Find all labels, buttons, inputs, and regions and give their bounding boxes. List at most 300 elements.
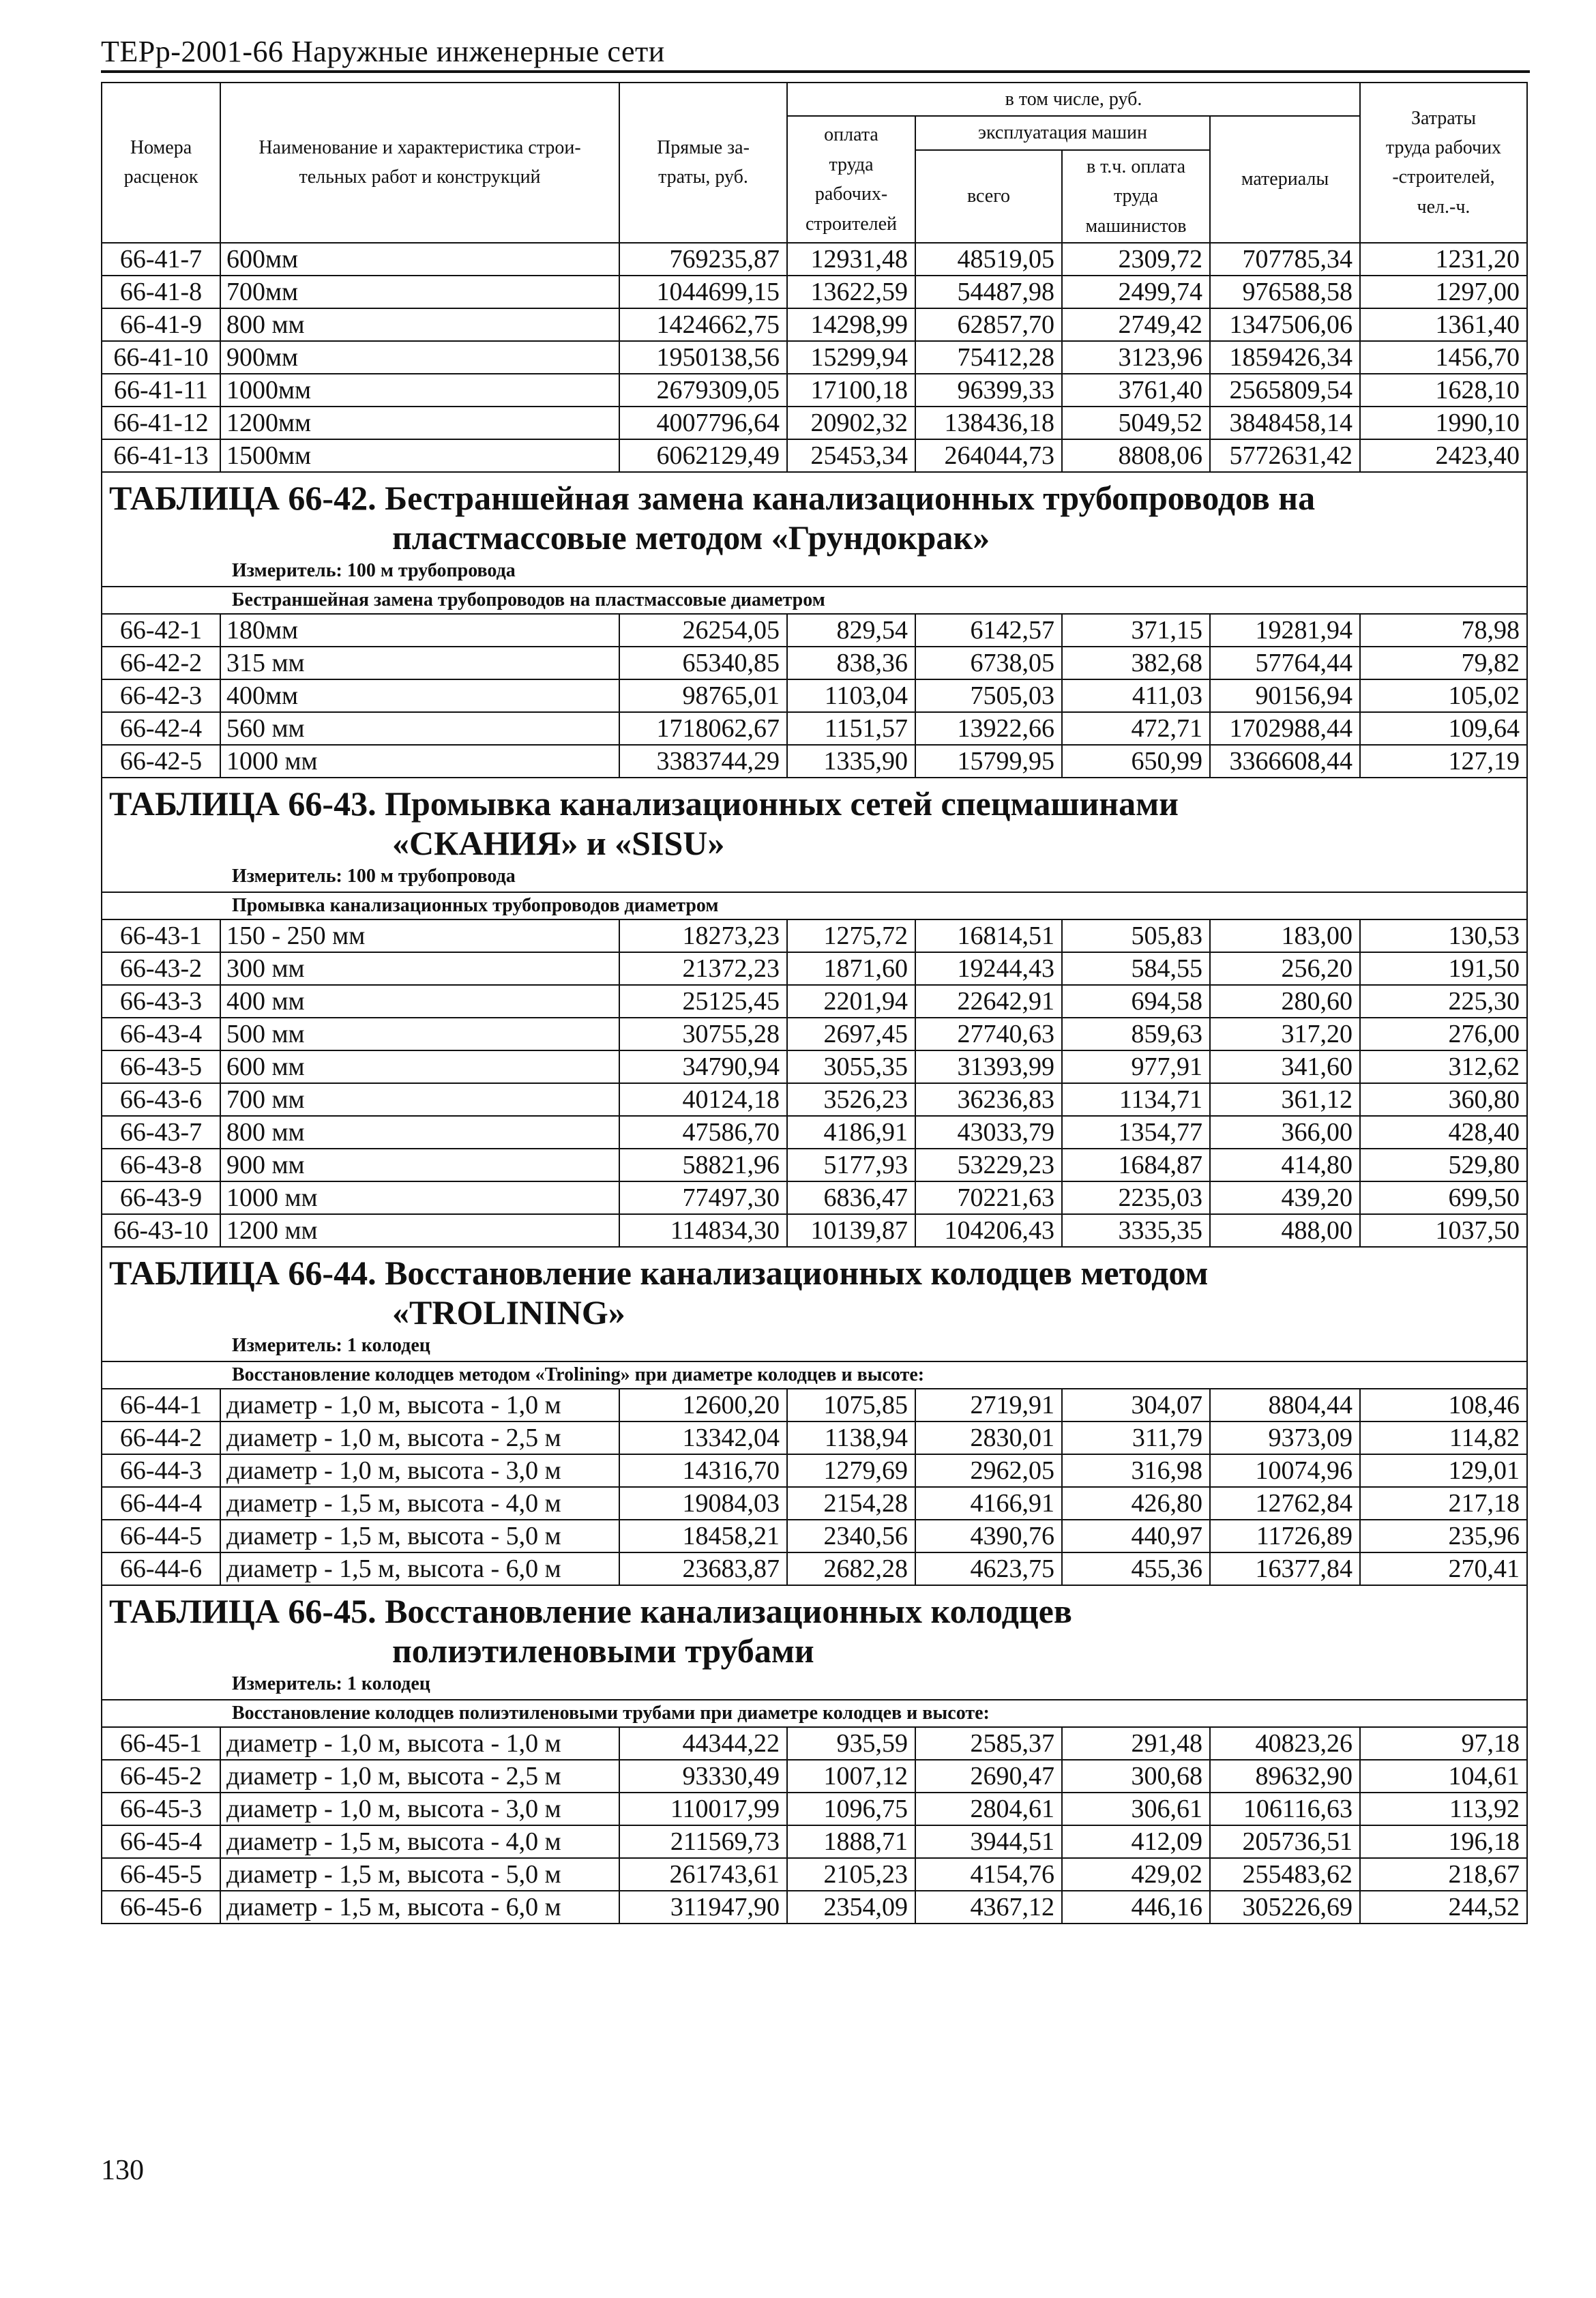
cell-materials: 19281,94 [1210,614,1360,647]
cell-labor-pay: 1103,04 [787,679,915,712]
cell-labor-pay: 12931,48 [787,243,915,276]
cell-machines-total: 54487,98 [915,276,1062,308]
cell-materials: 106116,63 [1210,1793,1360,1825]
table-title [109,784,1520,863]
cell-direct-costs: 6062129,49 [619,439,787,472]
cell-code: 66-41-7 [102,243,220,276]
cell-direct-costs: 93330,49 [619,1760,787,1793]
cell-machinists-pay: 2309,72 [1062,243,1210,276]
cell-labor-cost: 114,82 [1360,1421,1527,1454]
cell-machinists-pay: 300,68 [1062,1760,1210,1793]
cell-machines-total: 138436,18 [915,407,1062,439]
cell-labor-cost: 104,61 [1360,1760,1527,1793]
cell-machinists-pay: 440,97 [1062,1520,1210,1552]
cell-code: 66-43-10 [102,1214,220,1247]
cell-materials: 12762,84 [1210,1487,1360,1520]
cell-name: диаметр - 1,5 м, высота - 5,0 м [220,1858,619,1891]
table-row [102,1793,1527,1825]
cell-machines-total: 2585,37 [915,1727,1062,1760]
cell-machinists-pay: 1134,71 [1062,1083,1210,1116]
cell-materials: 1347506,06 [1210,308,1360,341]
cell-code: 66-45-6 [102,1891,220,1924]
cell-name: диаметр - 1,5 м, высота - 6,0 м [220,1891,619,1924]
table-title-line: «СКАНИЯ» и «SISU» [392,823,725,862]
cell-direct-costs: 2679309,05 [619,374,787,407]
cell-machinists-pay: 411,03 [1062,679,1210,712]
header-rule [101,70,1530,73]
cell-labor-cost: 699,50 [1360,1181,1527,1214]
table-row [102,243,1527,276]
cell-labor-pay: 829,54 [787,614,915,647]
cell-direct-costs: 26254,05 [619,614,787,647]
cell-labor-pay: 1871,60 [787,952,915,985]
group-subheader: Восстановление колодцев полиэтиленовыми трубами при диаметре колодцев и высоте: [102,1700,1527,1727]
cell-materials: 5772631,42 [1210,439,1360,472]
cell-labor-cost: 270,41 [1360,1552,1527,1585]
cell-name: 600 мм [220,1050,619,1083]
cell-name: диаметр - 1,5 м, высота - 4,0 м [220,1487,619,1520]
cell-name: диаметр - 1,0 м, высота - 2,5 м [220,1421,619,1454]
header-labor-pay: оплата труда рабочих- строителей [787,116,915,243]
cell-code: 66-43-2 [102,952,220,985]
cell-labor-cost: 276,00 [1360,1018,1527,1050]
cell-labor-cost: 235,96 [1360,1520,1527,1552]
cell-labor-pay: 3526,23 [787,1083,915,1116]
table-title-line: ТАБЛИЦА 66-44. Восстановление канализационных колодцев методом [109,1253,1209,1292]
cell-machinists-pay: 429,02 [1062,1858,1210,1891]
cell-materials: 707785,34 [1210,243,1360,276]
cell-direct-costs: 30755,28 [619,1018,787,1050]
cell-machines-total: 13922,66 [915,712,1062,745]
cell-machinists-pay: 371,15 [1062,614,1210,647]
table-row [102,1552,1527,1585]
table-row [102,985,1527,1018]
cell-machinists-pay: 472,71 [1062,712,1210,745]
cell-labor-cost: 360,80 [1360,1083,1527,1116]
cell-labor-pay: 3055,35 [787,1050,915,1083]
cell-labor-cost: 1297,00 [1360,276,1527,308]
header-code: Номера расценок [102,83,220,243]
cell-labor-pay: 1007,12 [787,1760,915,1793]
cell-machines-total: 104206,43 [915,1214,1062,1247]
cell-machinists-pay: 382,68 [1062,647,1210,679]
cell-labor-cost: 217,18 [1360,1487,1527,1520]
cell-machinists-pay: 3123,96 [1062,341,1210,374]
cell-machines-total: 4154,76 [915,1858,1062,1891]
table-row [102,1891,1527,1924]
cell-direct-costs: 13342,04 [619,1421,787,1454]
cell-labor-pay: 4186,91 [787,1116,915,1149]
cell-direct-costs: 1950138,56 [619,341,787,374]
cell-direct-costs: 23683,87 [619,1552,787,1585]
cell-machines-total: 70221,63 [915,1181,1062,1214]
cell-machinists-pay: 3761,40 [1062,374,1210,407]
cell-materials: 11726,89 [1210,1520,1360,1552]
cell-machinists-pay: 2499,74 [1062,276,1210,308]
cell-labor-cost: 244,52 [1360,1891,1527,1924]
cell-labor-pay: 1151,57 [787,712,915,745]
cell-name: 700 мм [220,1083,619,1116]
cell-code: 66-44-5 [102,1520,220,1552]
cell-labor-pay: 15299,94 [787,341,915,374]
cell-labor-pay: 2105,23 [787,1858,915,1891]
cell-name: диаметр - 1,0 м, высота - 3,0 м [220,1454,619,1487]
cell-labor-pay: 25453,34 [787,439,915,472]
cell-code: 66-45-3 [102,1793,220,1825]
cell-materials: 361,12 [1210,1083,1360,1116]
cell-materials: 1702988,44 [1210,712,1360,745]
cell-labor-pay: 1138,94 [787,1421,915,1454]
cell-materials: 40823,26 [1210,1727,1360,1760]
cell-labor-pay: 2682,28 [787,1552,915,1585]
cell-direct-costs: 19084,03 [619,1487,787,1520]
cell-machinists-pay: 306,61 [1062,1793,1210,1825]
measure-unit: Измеритель: 100 м трубопровода [232,559,516,581]
table-title-line: ТАБЛИЦА 66-42. Бестраншейная замена канализационных трубопроводов на [109,478,1316,517]
cell-labor-cost: 529,80 [1360,1149,1527,1181]
table-row [102,745,1527,778]
cell-direct-costs: 14316,70 [619,1454,787,1487]
measure-unit: Измеритель: 1 колодец [232,1334,430,1356]
cell-machines-total: 264044,73 [915,439,1062,472]
cell-direct-costs: 47586,70 [619,1116,787,1149]
cell-materials: 439,20 [1210,1181,1360,1214]
cell-labor-cost: 79,82 [1360,647,1527,679]
cell-labor-pay: 1075,85 [787,1389,915,1421]
table-title-line: пластмассовые методом «Грундокрак» [392,518,990,557]
cell-machines-total: 62857,70 [915,308,1062,341]
cell-direct-costs: 114834,30 [619,1214,787,1247]
cell-labor-cost: 108,46 [1360,1389,1527,1421]
cell-name: 1200мм [220,407,619,439]
cell-machinists-pay: 650,99 [1062,745,1210,778]
cell-machines-total: 16814,51 [915,919,1062,952]
cell-machines-total: 7505,03 [915,679,1062,712]
cell-labor-cost: 1628,10 [1360,374,1527,407]
table-row [102,1727,1527,1760]
cell-machines-total: 2804,61 [915,1793,1062,1825]
cell-name: диаметр - 1,5 м, высота - 4,0 м [220,1825,619,1858]
cell-labor-pay: 13622,59 [787,276,915,308]
cell-materials: 976588,58 [1210,276,1360,308]
cell-direct-costs: 769235,87 [619,243,787,276]
cell-direct-costs: 40124,18 [619,1083,787,1116]
header-machines-total: всего [915,150,1062,243]
table-row [102,1083,1527,1116]
cell-name: 1500мм [220,439,619,472]
header-direct-costs: Прямые за- траты, руб. [619,83,787,243]
cell-labor-pay: 2697,45 [787,1018,915,1050]
cell-code: 66-44-3 [102,1454,220,1487]
cell-name: 700мм [220,276,619,308]
cell-machines-total: 4623,75 [915,1552,1062,1585]
cell-labor-pay: 2340,56 [787,1520,915,1552]
cell-labor-cost: 109,64 [1360,712,1527,745]
cell-labor-pay: 10139,87 [787,1214,915,1247]
cell-labor-cost: 129,01 [1360,1454,1527,1487]
cell-machinists-pay: 316,98 [1062,1454,1210,1487]
cell-machinists-pay: 311,79 [1062,1421,1210,1454]
table-row [102,1214,1527,1247]
cell-machinists-pay: 1684,87 [1062,1149,1210,1181]
cell-materials: 57764,44 [1210,647,1360,679]
table-row [102,1149,1527,1181]
table-row [102,919,1527,952]
cell-name: 1000 мм [220,1181,619,1214]
cell-labor-cost: 225,30 [1360,985,1527,1018]
section-heading [102,1247,1527,1361]
cell-code: 66-44-1 [102,1389,220,1421]
table-row [102,1018,1527,1050]
table-row [102,1858,1527,1891]
table-row [102,439,1527,472]
cell-direct-costs: 110017,99 [619,1793,787,1825]
cell-code: 66-43-7 [102,1116,220,1149]
cell-materials: 16377,84 [1210,1552,1360,1585]
group-subheader: Промывка канализационных трубопроводов диаметром [102,892,1527,919]
cell-labor-pay: 838,36 [787,647,915,679]
section-heading [102,1585,1527,1700]
cell-direct-costs: 18458,21 [619,1520,787,1552]
cell-machines-total: 4390,76 [915,1520,1062,1552]
cell-direct-costs: 3383744,29 [619,745,787,778]
cell-labor-cost: 2423,40 [1360,439,1527,472]
cell-code: 66-45-4 [102,1825,220,1858]
cell-name: диаметр - 1,0 м, высота - 1,0 м [220,1727,619,1760]
cell-labor-cost: 191,50 [1360,952,1527,985]
cell-name: 315 мм [220,647,619,679]
cell-direct-costs: 4007796,64 [619,407,787,439]
table-row [102,1760,1527,1793]
cell-direct-costs: 77497,30 [619,1181,787,1214]
header-machines: эксплуатация машин [915,116,1210,149]
cell-machinists-pay: 1354,77 [1062,1116,1210,1149]
cell-direct-costs: 261743,61 [619,1858,787,1891]
cell-labor-cost: 127,19 [1360,745,1527,778]
cell-direct-costs: 98765,01 [619,679,787,712]
cell-direct-costs: 1718062,67 [619,712,787,745]
cell-name: 150 - 250 мм [220,919,619,952]
cell-machines-total: 43033,79 [915,1116,1062,1149]
cell-code: 66-43-8 [102,1149,220,1181]
cell-name: диаметр - 1,5 м, высота - 5,0 м [220,1520,619,1552]
cell-labor-cost: 196,18 [1360,1825,1527,1858]
cell-machinists-pay: 426,80 [1062,1487,1210,1520]
cell-direct-costs: 211569,73 [619,1825,787,1858]
cell-machinists-pay: 3335,35 [1062,1214,1210,1247]
cell-machinists-pay: 859,63 [1062,1018,1210,1050]
cell-materials: 205736,51 [1210,1825,1360,1858]
table-row [102,276,1527,308]
table-title-line: ТАБЛИЦА 66-45. Восстановление канализационных колодцев [109,1591,1072,1630]
table-title [109,478,1520,557]
cell-labor-cost: 105,02 [1360,679,1527,712]
cell-labor-pay: 2154,28 [787,1487,915,1520]
cell-direct-costs: 1424662,75 [619,308,787,341]
cell-name: 900мм [220,341,619,374]
cell-labor-pay: 6836,47 [787,1181,915,1214]
cell-machines-total: 53229,23 [915,1149,1062,1181]
cell-code: 66-43-5 [102,1050,220,1083]
cell-name: диаметр - 1,0 м, высота - 3,0 м [220,1793,619,1825]
cell-name: диаметр - 1,5 м, высота - 6,0 м [220,1552,619,1585]
cell-labor-cost: 130,53 [1360,919,1527,952]
cell-code: 66-44-2 [102,1421,220,1454]
cell-machinists-pay: 977,91 [1062,1050,1210,1083]
cell-machines-total: 3944,51 [915,1825,1062,1858]
page-number: 130 [101,2155,144,2186]
cell-direct-costs: 58821,96 [619,1149,787,1181]
header-name: Наименование и характеристика строи- тельных работ и конструкций [220,83,619,243]
cell-machinists-pay: 505,83 [1062,919,1210,952]
table-row [102,1454,1527,1487]
table-row [102,308,1527,341]
cell-name: 400мм [220,679,619,712]
cell-labor-cost: 113,92 [1360,1793,1527,1825]
cell-code: 66-44-6 [102,1552,220,1585]
cell-labor-pay: 1335,90 [787,745,915,778]
cell-machines-total: 27740,63 [915,1018,1062,1050]
header-machinists-pay: в т.ч. оплата труда машинистов [1062,150,1210,243]
table-row [102,1825,1527,1858]
cell-name: 1200 мм [220,1214,619,1247]
rates-table [101,82,1528,1924]
cell-materials: 305226,69 [1210,1891,1360,1924]
cell-labor-cost: 312,62 [1360,1050,1527,1083]
table-row [102,1421,1527,1454]
cell-machines-total: 75412,28 [915,341,1062,374]
cell-direct-costs: 311947,90 [619,1891,787,1924]
cell-name: 400 мм [220,985,619,1018]
cell-materials: 488,00 [1210,1214,1360,1247]
cell-materials: 2565809,54 [1210,374,1360,407]
section-heading [102,472,1527,587]
table-title [109,1253,1520,1332]
cell-materials: 3366608,44 [1210,745,1360,778]
cell-labor-cost: 1456,70 [1360,341,1527,374]
cell-code: 66-43-3 [102,985,220,1018]
cell-direct-costs: 18273,23 [619,919,787,952]
cell-code: 66-43-4 [102,1018,220,1050]
table-row [102,952,1527,985]
cell-labor-cost: 78,98 [1360,614,1527,647]
cell-code: 66-44-4 [102,1487,220,1520]
cell-machines-total: 22642,91 [915,985,1062,1018]
cell-labor-pay: 935,59 [787,1727,915,1760]
cell-name: диаметр - 1,0 м, высота - 2,5 м [220,1760,619,1793]
cell-machinists-pay: 412,09 [1062,1825,1210,1858]
cell-name: 900 мм [220,1149,619,1181]
cell-machines-total: 15799,95 [915,745,1062,778]
cell-labor-cost: 1231,20 [1360,243,1527,276]
cell-machines-total: 36236,83 [915,1083,1062,1116]
rates-table-frame [101,82,1526,1924]
cell-materials: 3848458,14 [1210,407,1360,439]
cell-machines-total: 4166,91 [915,1487,1062,1520]
cell-machines-total: 2690,47 [915,1760,1062,1793]
cell-machines-total: 48519,05 [915,243,1062,276]
cell-machines-total: 2962,05 [915,1454,1062,1487]
cell-code: 66-41-8 [102,276,220,308]
cell-code: 66-43-9 [102,1181,220,1214]
table-row [102,614,1527,647]
cell-labor-pay: 2354,09 [787,1891,915,1924]
cell-machines-total: 19244,43 [915,952,1062,985]
cell-name: 800 мм [220,308,619,341]
cell-name: 1000мм [220,374,619,407]
running-header: ТЕРр-2001-66 Наружные инженерные сети [101,35,665,68]
table-title-line: ТАБЛИЦА 66-43. Промывка канализационных сетей спецмашинами [109,784,1179,823]
cell-machinists-pay: 8808,06 [1062,439,1210,472]
cell-name: 500 мм [220,1018,619,1050]
table-row [102,1389,1527,1421]
cell-materials: 89632,90 [1210,1760,1360,1793]
cell-name: 560 мм [220,712,619,745]
cell-code: 66-41-13 [102,439,220,472]
table-title [109,1591,1520,1670]
cell-machinists-pay: 584,55 [1062,952,1210,985]
cell-labor-cost: 218,67 [1360,1858,1527,1891]
table-row [102,341,1527,374]
header-materials: материалы [1210,116,1360,243]
cell-materials: 317,20 [1210,1018,1360,1050]
cell-machinists-pay: 694,58 [1062,985,1210,1018]
cell-code: 66-45-1 [102,1727,220,1760]
cell-materials: 256,20 [1210,952,1360,985]
cell-labor-pay: 20902,32 [787,407,915,439]
cell-labor-cost: 1361,40 [1360,308,1527,341]
cell-code: 66-43-6 [102,1083,220,1116]
cell-labor-pay: 5177,93 [787,1149,915,1181]
cell-materials: 341,60 [1210,1050,1360,1083]
cell-code: 66-45-5 [102,1858,220,1891]
cell-materials: 10074,96 [1210,1454,1360,1487]
group-subheader: Бестраншейная замена трубопроводов на пластмассовые диаметром [102,587,1527,614]
cell-machines-total: 6738,05 [915,647,1062,679]
cell-materials: 280,60 [1210,985,1360,1018]
cell-direct-costs: 65340,85 [619,647,787,679]
header-including: в том числе, руб. [787,83,1360,116]
cell-materials: 366,00 [1210,1116,1360,1149]
cell-materials: 414,80 [1210,1149,1360,1181]
cell-name: 800 мм [220,1116,619,1149]
cell-name: диаметр - 1,0 м, высота - 1,0 м [220,1389,619,1421]
table-title-line: «TROLINING» [392,1293,625,1331]
table-row [102,1050,1527,1083]
header-labor-cost: Затраты труда рабочих -строителей, чел.-ч. [1360,83,1527,243]
cell-machines-total: 2830,01 [915,1421,1062,1454]
cell-name: 600мм [220,243,619,276]
cell-labor-pay: 1096,75 [787,1793,915,1825]
cell-code: 66-42-2 [102,647,220,679]
cell-machinists-pay: 2749,42 [1062,308,1210,341]
cell-materials: 90156,94 [1210,679,1360,712]
cell-materials: 9373,09 [1210,1421,1360,1454]
table-row [102,374,1527,407]
cell-machines-total: 2719,91 [915,1389,1062,1421]
cell-labor-pay: 1888,71 [787,1825,915,1858]
table-row [102,1487,1527,1520]
cell-machinists-pay: 455,36 [1062,1552,1210,1585]
cell-code: 66-42-5 [102,745,220,778]
cell-labor-pay: 2201,94 [787,985,915,1018]
cell-labor-cost: 1990,10 [1360,407,1527,439]
cell-direct-costs: 44344,22 [619,1727,787,1760]
cell-machinists-pay: 304,07 [1062,1389,1210,1421]
cell-machines-total: 4367,12 [915,1891,1062,1924]
cell-materials: 255483,62 [1210,1858,1360,1891]
table-row [102,647,1527,679]
